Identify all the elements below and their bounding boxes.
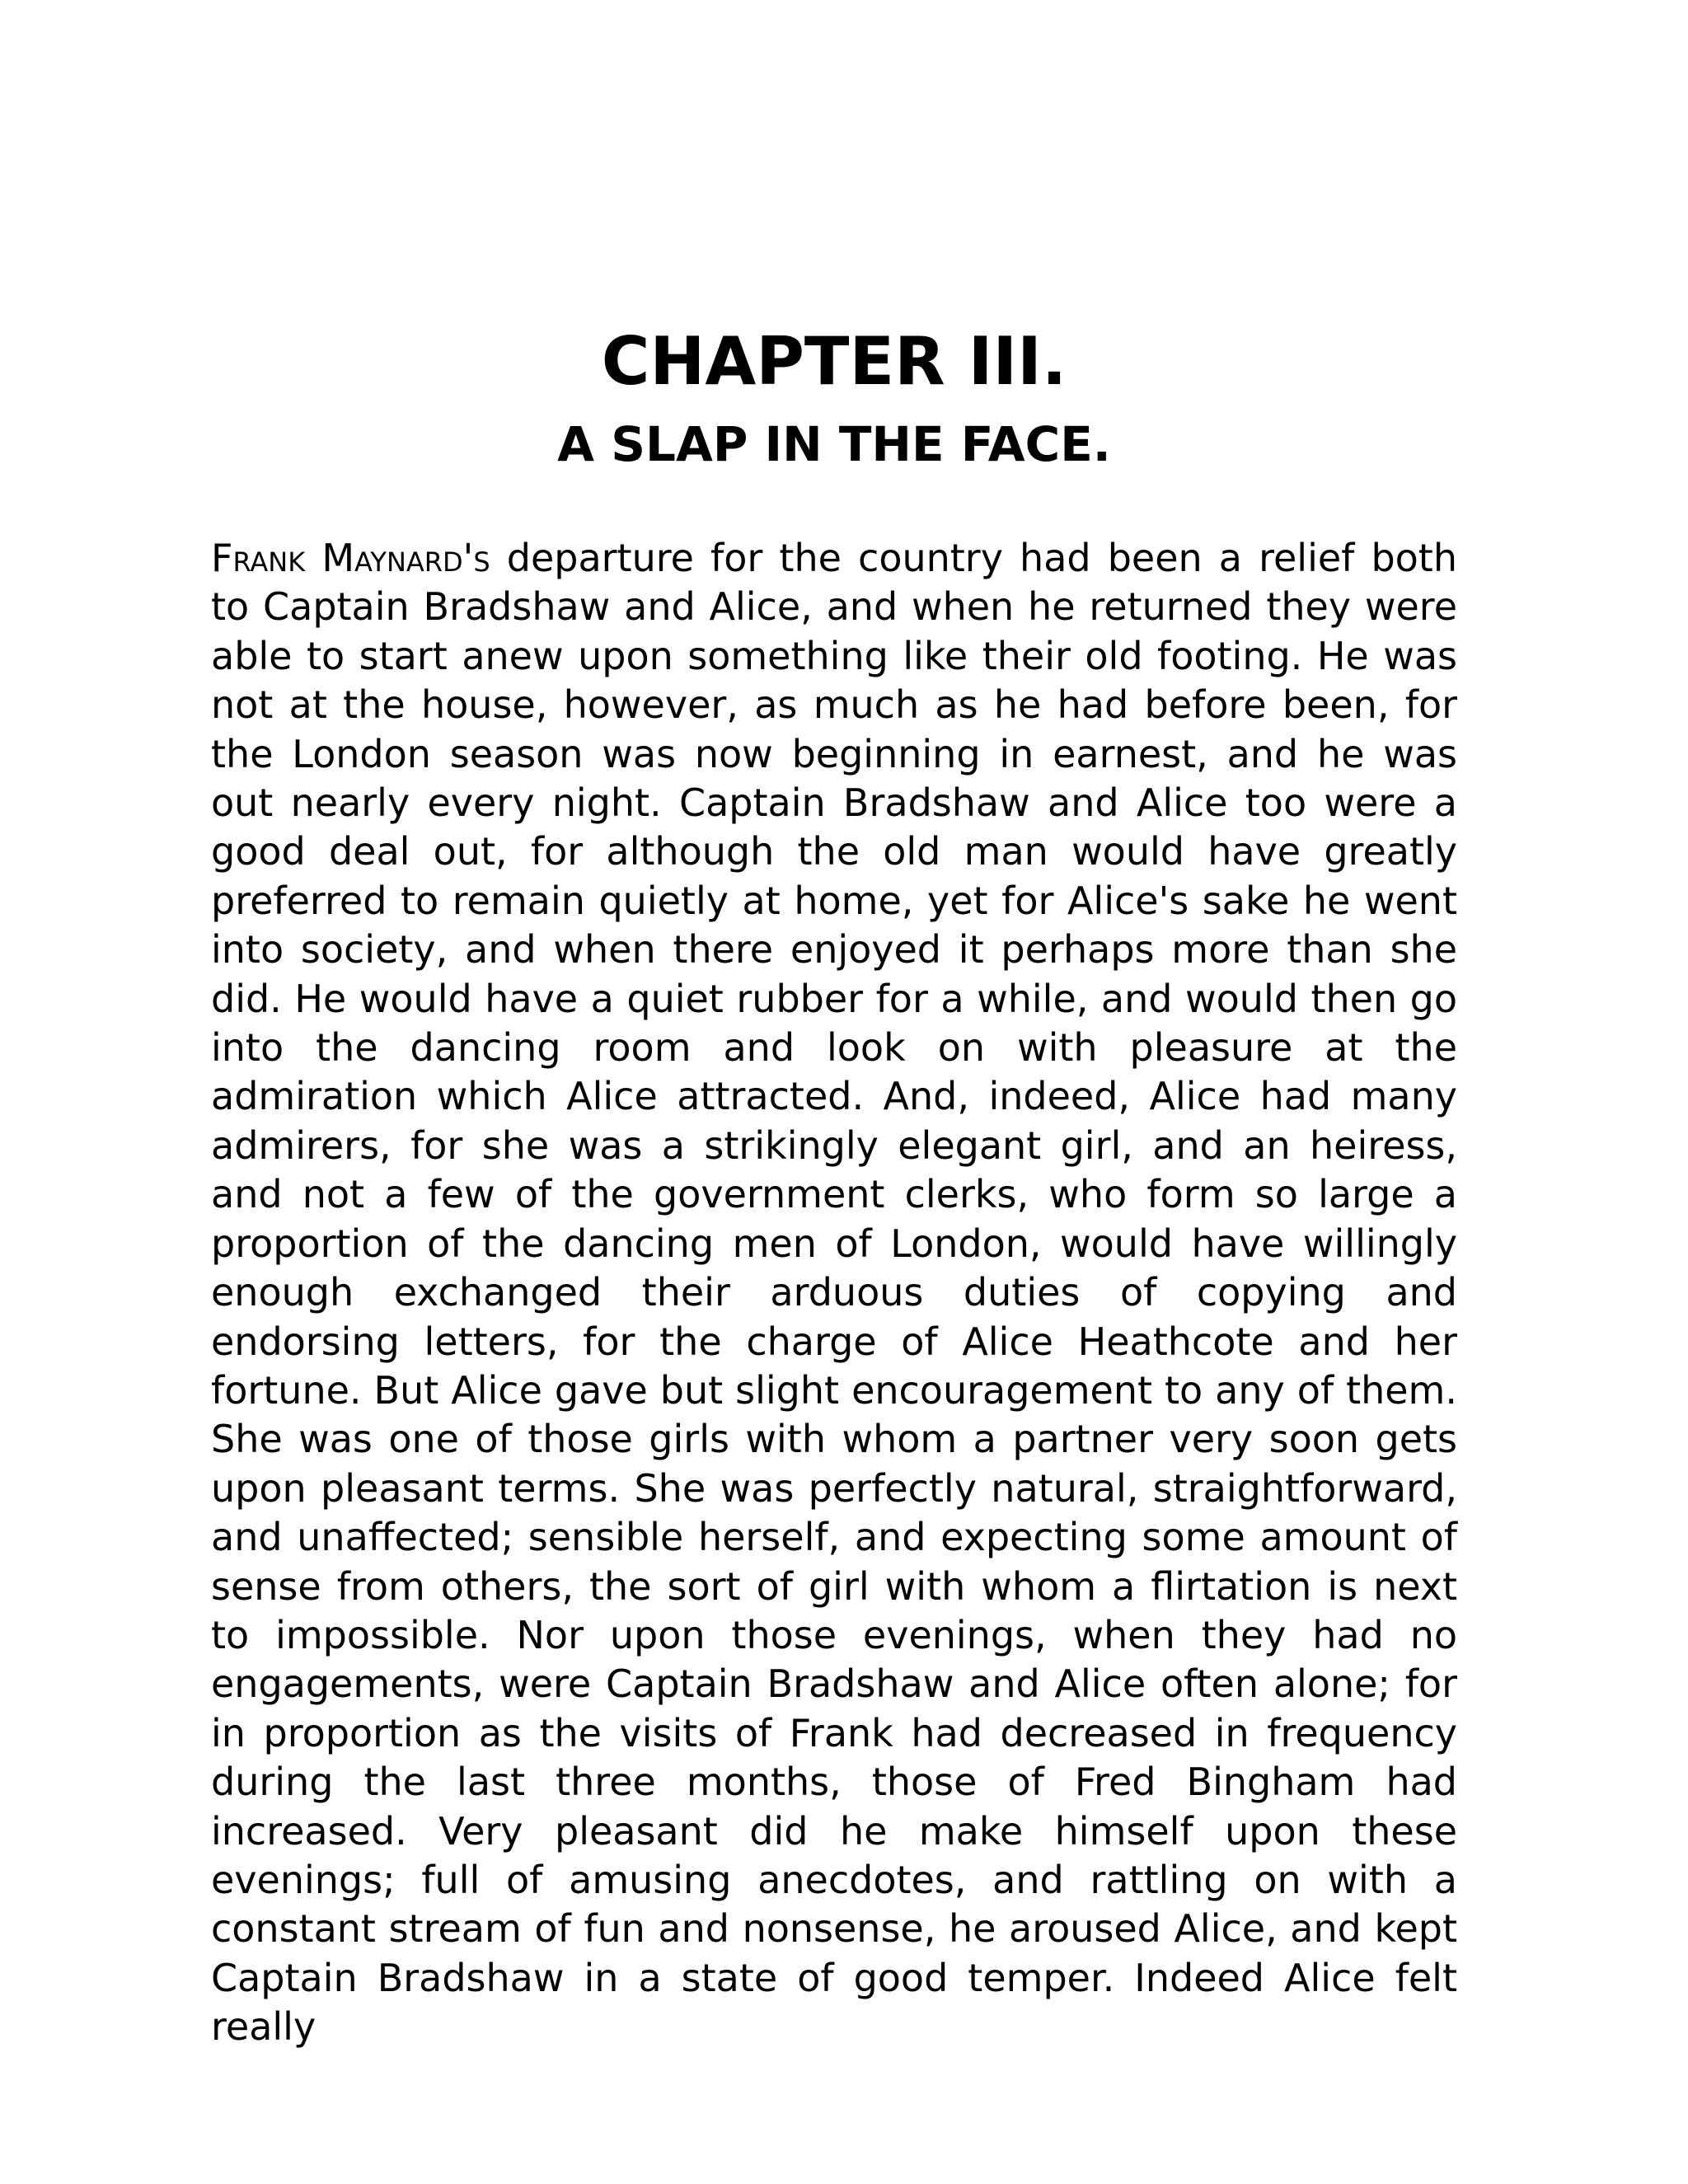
body-paragraph: [211, 534, 1457, 2052]
paragraph-text: departure for the country had been a relief both to Captain Bradshaw and Alice, and when he returned they were able to start anew upon something like their old footing. He was not at the house, however, as much as he had before been, for the London season was now beginning in earnest, and he was out nearly every night. Captain Bradshaw and Alice too were a good deal out, for although the old man would have greatly preferred to remain quietly at home, yet for Alice's sake he went into society, and when there enjoyed it perhaps more than she did. He would have a quiet rubber for a while, and would then go into the dancing room and look on with pleasure at the admiration which Alice attracted. And, indeed, Alice had many admirers, for she was a strikingly elegant girl, and an heiress, and not a few of the government clerks, who form so large a proportion of the dancing men of London, would have willingly enough exchanged their arduous duties of copying and endorsing letters, for the charge of Alice Heathcote and her fortune. But Alice gave but slight encouragement to any of them. She was one of those girls with whom a partner very soon gets upon pleasant terms. She was perfectly natural, straightforward, and unaffected; sensible herself, and expecting some amount of sense from others, the sort of girl with whom a flirtation is next to impossible. Nor upon those evenings, when they had no engagements, were Captain Bradshaw and Alice often alone; for in proportion as the visits of Frank had decreased in frequency during the last three months, those of Fred Bingham had increased. Very pleasant did he make himself upon these evenings; full of amusing anecdotes, and rattling on with a constant stream of fun and nonsense, he aroused Alice, and kept Captain Bradshaw in a state of good temper. Indeed Alice felt really: [211, 536, 1457, 2050]
lead-name: Frank Maynard's: [211, 536, 490, 580]
book-page: [211, 323, 1457, 2052]
chapter-subtitle: A SLAP IN THE FACE.: [557, 416, 1111, 472]
chapter-title: CHAPTER III.: [601, 323, 1067, 400]
